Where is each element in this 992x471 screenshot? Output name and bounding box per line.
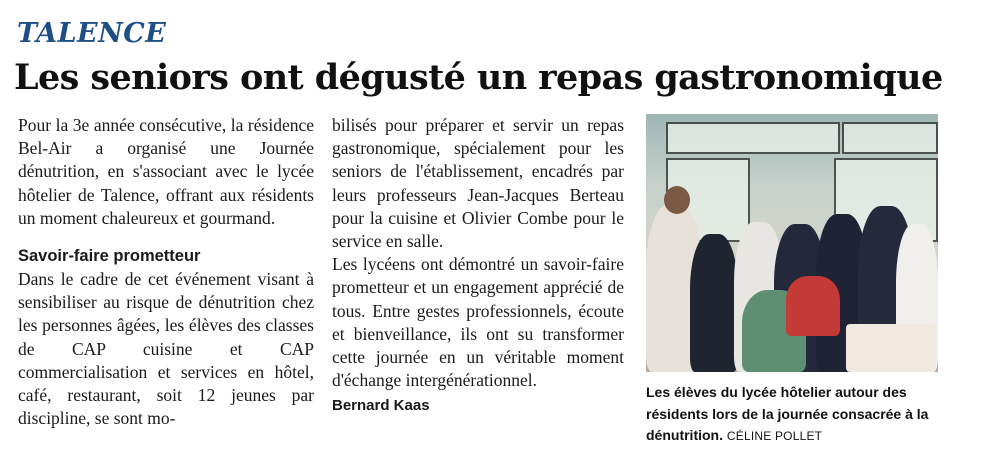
- body-paragraph-3: Les lycéens ont démontré un savoir-faire prometteur et un engagement apprécié de tous. Entre gestes professionnels, écoute et bienveillance, ils ont su transformer cette journée en un véritable moment d'échange intergénérationnel.: [332, 254, 624, 391]
- photo-figure: [846, 324, 936, 372]
- body-paragraph-1: Dans le cadre de cet événement visant à sensibiliser au risque de dénutrition chez les personnes âgées, les élèves des classes de CAP cuisine et CAP commercialisation et services en hôtel, café, restaurant, soit 12 jeunes par discipline, se sont mo-: [18, 269, 314, 429]
- photo-figure: [664, 186, 690, 214]
- article-headline: Les seniors ont dégusté un repas gastronomique: [14, 57, 943, 98]
- subheading: Savoir-faire prometteur: [18, 247, 201, 266]
- photo-window: [666, 122, 840, 154]
- body-paragraph-2: bilisés pour préparer et servir un repas gastronomique, spécialement pour les seniors de l'établissement, encadrés par leurs professeurs Jean-Jacques Berteau pour la cuisine et Olivier Combe pour le service en salle.: [332, 115, 624, 252]
- article-photo: [646, 114, 938, 372]
- caption-text: Les élèves du lycée hôtelier autour des résidents lors de la journée consacrée à la dénutrition.: [646, 384, 929, 443]
- article-column-1: [18, 114, 314, 430]
- photo-figure: [786, 276, 840, 336]
- photo-credit: CÉLINE POLLET: [726, 429, 823, 443]
- intro-paragraph: Pour la 3e année consécutive, la résidence Bel-Air a organisé une Journée dénutrition, en s'associant avec le lycée hôtelier de Talence, offrant aux résidents un moment chaleureux et gourmand.: [18, 115, 314, 228]
- photo-caption: [646, 382, 946, 448]
- photo-window: [842, 122, 938, 154]
- section-kicker: TALENCE: [17, 18, 167, 49]
- author-byline: Bernard Kaas: [332, 397, 430, 415]
- photo-figure: [690, 234, 738, 372]
- article-column-2: [332, 114, 624, 418]
